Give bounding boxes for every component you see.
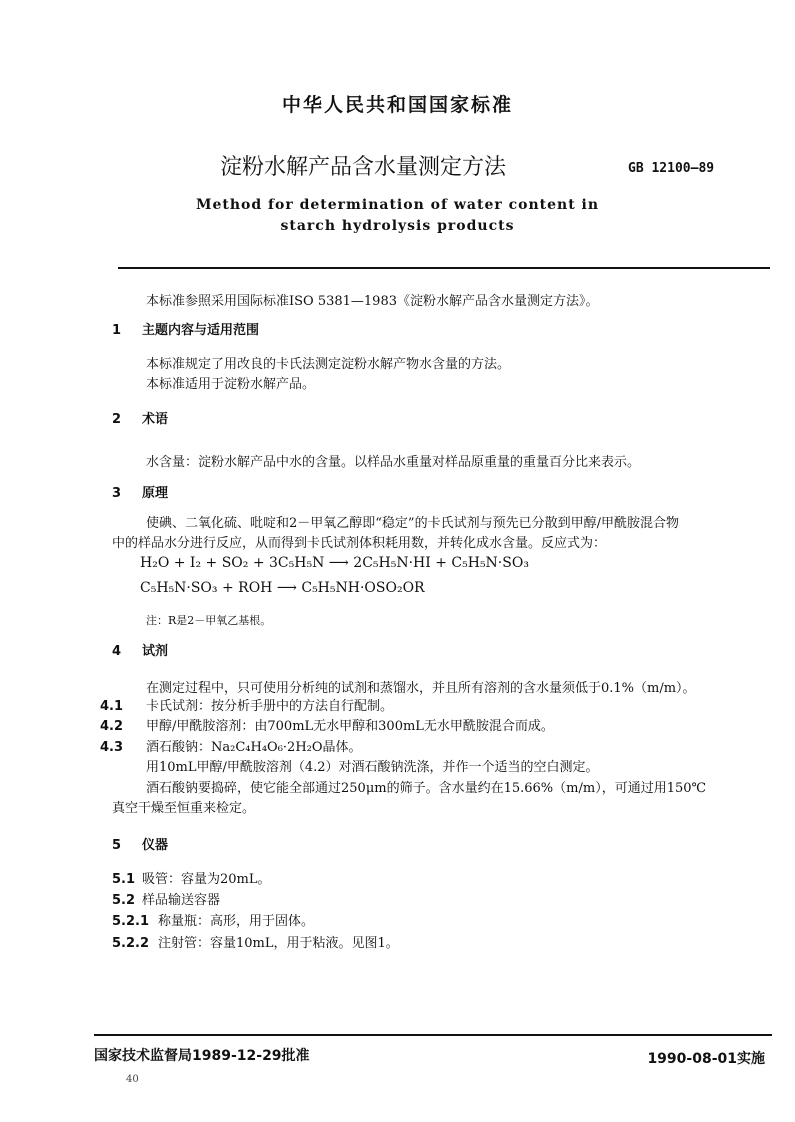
section-title: 原理 (142, 486, 169, 501)
item-text: 吸管：容量为20mL。 (142, 872, 271, 887)
section-2-heading (112, 408, 168, 427)
national-standard-label: 中华人民共和国国家标准 (281, 94, 513, 116)
item-5-1 (112, 868, 271, 887)
section-3-heading (112, 482, 168, 501)
item-5-2 (112, 889, 220, 908)
reaction-equation-1: H₂O + I₂ + SO₂ + 3C₅H₅N ⟶ 2C₅H₅N·HI + C₅H₅N·SO₃ (140, 555, 529, 571)
item-number: 5.2 (112, 893, 136, 908)
section-number: 1 (112, 323, 122, 338)
item-text: 称量瓶：高形，用于固体。 (158, 914, 315, 929)
paragraph: 中的样品水分进行反应，从而得到卡氏试剂体积耗用数，并转化成水含量。反应式为： (112, 536, 607, 551)
paragraph: 酒石酸钠要捣碎，使它能全部通过250μm的筛子。含水量约在15.66%（m/m），可通过用150℃ (146, 781, 707, 796)
item-number: 5.2.1 (112, 914, 150, 929)
paragraph: 在测定过程中，只可使用分析纯的试剂和蒸馏水，并且所有溶剂的含水量须低于0.1%（m/m）。 (146, 681, 696, 696)
title-cn: 淀粉水解产品含水量测定方法 (220, 155, 507, 180)
item-text: 卡氏试剂：按分析手册中的方法自行配制。 (146, 699, 394, 714)
paragraph: 真空干燥至恒重来检定。 (112, 801, 256, 816)
item-text: 酒石酸钠：Na₂C₄H₄O₆·2H₂O晶体。 (146, 740, 362, 755)
item-number: 4.3 (100, 740, 124, 755)
item-4-3 (100, 736, 362, 755)
item-number: 4.1 (100, 699, 124, 714)
reaction-equation-2: C₅H₅N·SO₃ + ROH ⟶ C₅H₅NH·OSO₂OR (140, 580, 425, 596)
item-4-2 (100, 715, 554, 734)
section-title: 仪器 (142, 838, 169, 853)
paragraph: 水含量：淀粉水解产品中水的含量。以样品水重量对样品原重量的重量百分比来表示。 (146, 455, 641, 470)
section-4-heading (112, 640, 168, 659)
paragraph: 使碘、二氧化硫、吡啶和2－甲氧乙醇即“稳定”的卡氏试剂与预先已分散到甲醇/甲酰胺混合物 (146, 516, 679, 531)
item-4-1 (100, 695, 393, 714)
section-title: 主题内容与适用范围 (142, 323, 260, 338)
paragraph: 本标准适用于淀粉水解产品。 (146, 377, 316, 392)
title-en-2: starch hydrolysis products (280, 218, 515, 234)
item-5-2-1 (112, 910, 314, 929)
paragraph: 用10mL甲醇/甲酰胺溶剂（4.2）对酒石酸钠洗涤，并作一个适当的空白测定。 (146, 760, 599, 775)
standard-number: GB 12100—89 (628, 161, 715, 176)
approval-date: 国家技术监督局1989-12-29批准 (94, 1048, 310, 1064)
section-number: 5 (112, 838, 122, 853)
item-text: 注射管：容量10mL，用于粘液。见图1。 (158, 936, 399, 951)
section-title: 术语 (142, 412, 169, 427)
section-5-heading (112, 834, 168, 853)
item-text: 样品输送容器 (142, 893, 221, 908)
title-en-1: Method for determination of water content in (195, 197, 600, 213)
section-number: 4 (112, 644, 122, 659)
item-number: 5.1 (112, 872, 136, 887)
item-number: 4.2 (100, 719, 124, 734)
section-number: 2 (112, 412, 122, 427)
note: 注：R是2－甲氧乙基根。 (146, 614, 272, 627)
item-number: 5.2.2 (112, 936, 150, 951)
section-1-heading (112, 319, 259, 338)
footer-divider (94, 1034, 772, 1036)
section-number: 3 (112, 486, 122, 501)
effective-date: 1990-08-01实施 (647, 1051, 765, 1067)
page-number: 40 (126, 1074, 139, 1085)
paragraph: 本标准规定了用改良的卡氏法测定淀粉水解产物水含量的方法。 (146, 357, 511, 372)
intro-text: 本标准参照采用国际标准ISO 5381—1983《淀粉水解产品含水量测定方法》。 (146, 294, 599, 309)
item-5-2-2 (112, 932, 399, 951)
section-title: 试剂 (142, 644, 169, 659)
item-text: 甲醇/甲酰胺溶剂：由700mL无水甲醇和300mL无水甲酰胺混合而成。 (146, 719, 554, 734)
header-divider (118, 267, 770, 269)
